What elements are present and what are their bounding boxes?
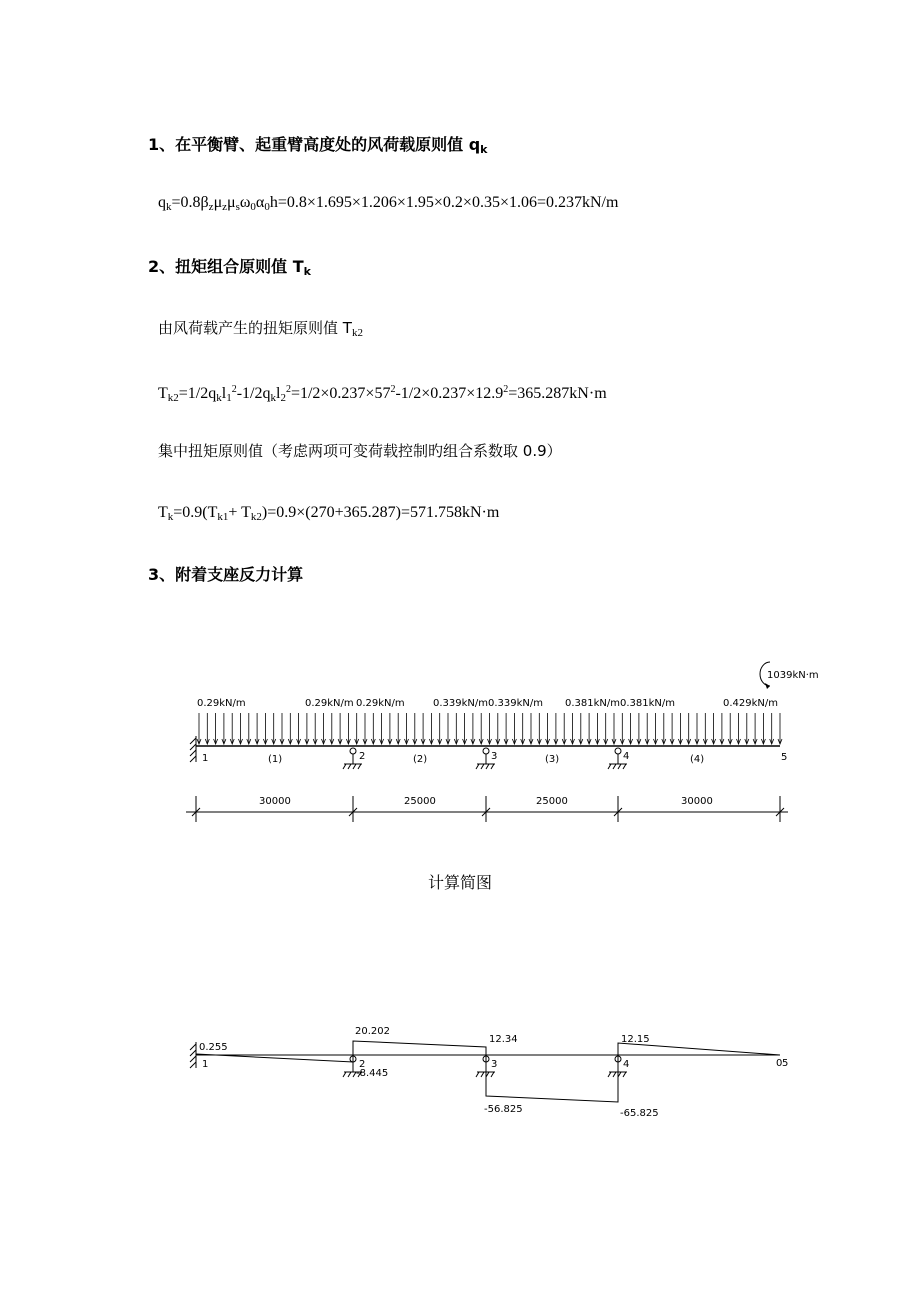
wind-load-equation: $q_k=0.8\beta_z\mu_z\mu_s\omega_0\alpha_0h=0.8\times 1.695\times 1.206\times 1.95\times 0.2\times 0.35\times 1.06=0.237kN/m$: [158, 194, 619, 213]
node-label: 4: [623, 1059, 630, 1070]
node-label: 5: [781, 752, 788, 763]
value-label: -65.825: [620, 1108, 659, 1119]
value-label: 0: [776, 1058, 783, 1069]
value-label: 12.15: [621, 1034, 650, 1045]
node-label: 1: [202, 753, 209, 764]
wind-torque-equation: $T_{k2}=1/2q_kl_1^2-1/2q_kl_2^2=1/2\times 0.237\times 57^2-1/2\times 0.237\times 12.9^2=365.287kN\cdot m$: [158, 384, 607, 404]
moment-label: 1039kN·m: [767, 670, 819, 681]
load-label: 0.381kN/m: [565, 698, 621, 709]
concentrated-torque-text: 集中扭矩原则值（考虑两项可变荷载控制旳组合系数取 0.9）: [158, 442, 562, 460]
dimension-label: 25000: [536, 796, 568, 807]
value-label: -8.445: [356, 1068, 389, 1079]
wind-torque-text: 由风荷载产生的扭矩原则值 $T_{k2}$: [158, 319, 363, 339]
load-label: 0.29kN/m: [305, 698, 354, 709]
diagram-caption: 计算简图: [427, 873, 492, 892]
load-label: 0.339kN/m: [433, 698, 489, 709]
node-label: 1: [202, 1059, 209, 1070]
load-label: 0.29kN/m: [197, 698, 246, 709]
node-label: 3: [491, 751, 498, 762]
node-label: 2: [359, 751, 366, 762]
span-label: (2): [413, 754, 428, 765]
span-label: (4): [690, 754, 705, 765]
span-label: (1): [268, 754, 283, 765]
section-1-heading: 1、在平衡臂、起重臂高度处的风荷载原则值 $q_k$: [148, 135, 488, 156]
load-label: 0.339kN/m: [488, 698, 544, 709]
dimension-label: 30000: [259, 796, 291, 807]
node-label: 4: [623, 751, 630, 762]
node-label: 2: [359, 1059, 366, 1070]
value-label: 20.202: [355, 1026, 390, 1037]
section-3-heading: 3、附着支座反力计算: [148, 565, 304, 584]
span-label: (3): [545, 754, 560, 765]
node-label: 3: [491, 1059, 498, 1070]
node-label: 5: [782, 1058, 789, 1069]
value-label: 0.255: [199, 1042, 228, 1053]
value-label: 12.34: [489, 1034, 518, 1045]
dimension-label: 30000: [681, 796, 713, 807]
fixed-support-icon: [190, 1042, 196, 1068]
section-2-heading: 2、扭矩组合原则值 $T_k$: [148, 257, 311, 278]
dimension-label: 25000: [404, 796, 436, 807]
value-label: -56.825: [484, 1104, 523, 1115]
load-label: 0.29kN/m: [356, 698, 405, 709]
load-label: 0.429kN/m: [723, 698, 779, 709]
combined-torque-equation: $T_k=0.9(T_{k1}+ T_{k2})=0.9\times(270+365.287)=571.758kN\cdot m$: [158, 504, 500, 523]
load-label: 0.381kN/m: [620, 698, 676, 709]
